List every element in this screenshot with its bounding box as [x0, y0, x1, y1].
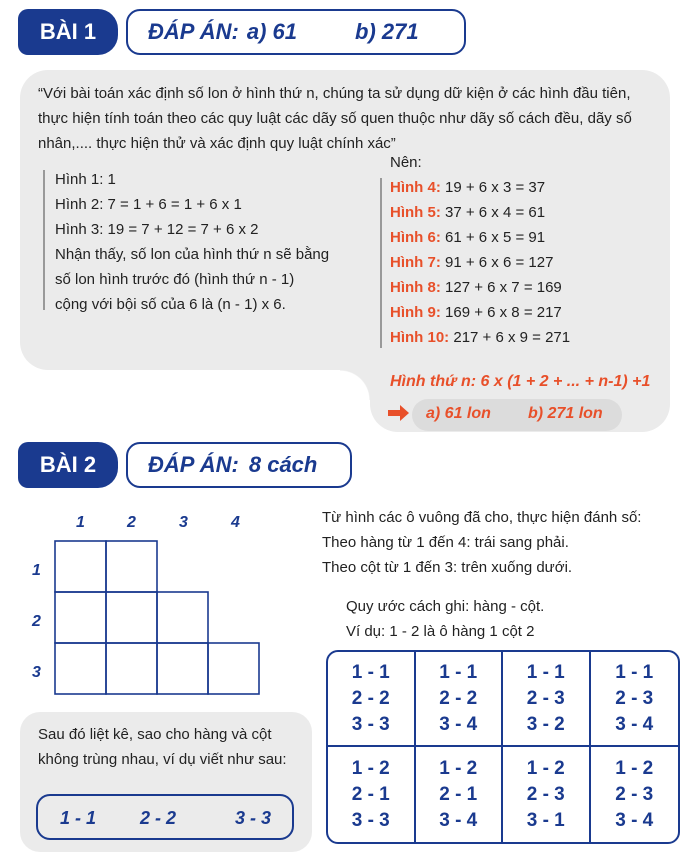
- grid-cell: [157, 643, 208, 694]
- hinh-7-label: Hình 7:: [390, 254, 441, 271]
- bai1-answer-box: [126, 9, 466, 55]
- way-entry: 2 - 1: [351, 783, 390, 805]
- way-entry: 2 - 2: [439, 687, 478, 709]
- bai1-answer-b: b) 271: [355, 19, 419, 44]
- observation-line: cộng với bội số của 6 là (n - 1) x 6.: [55, 296, 286, 313]
- hinh-10-expr: 217 + 6 x 9 = 271: [449, 329, 571, 346]
- hinh-4-label: Hình 4:: [390, 179, 441, 196]
- grid-cell: [106, 592, 157, 643]
- way-entry: 3 - 1: [526, 809, 565, 831]
- way-entry: 2 - 1: [439, 783, 478, 805]
- grid-cell: [55, 592, 106, 643]
- way-entry: 2 - 3: [615, 687, 654, 709]
- way-entry: 1 - 2: [439, 757, 478, 779]
- nen-label: Nên:: [390, 154, 422, 171]
- ways-table: [326, 650, 680, 844]
- way-cell: [416, 747, 504, 842]
- row-label: 2: [32, 613, 41, 630]
- observation-line: Nhận thấy, số lon của hình thứ n sẽ bằng: [55, 246, 330, 263]
- way-entry: 1 - 2: [526, 757, 565, 779]
- bai1-formula: Hình thứ n: 6 x (1 + 2 + ... + n-1) +1: [390, 373, 651, 390]
- hinh-7-line: [390, 250, 570, 275]
- grid-cell: [106, 541, 157, 592]
- way-entry: 2 - 3: [615, 783, 654, 805]
- way-entry: 2 - 3: [526, 687, 565, 709]
- way-entry: 3 - 4: [439, 713, 478, 735]
- note-line: không trùng nhau, ví dụ viết như sau:: [38, 751, 287, 768]
- hinh-5-expr: 37 + 6 x 4 = 61: [440, 204, 546, 221]
- hinh-6-expr: 61 + 6 x 5 = 91: [440, 229, 546, 246]
- hinh-1-line: Hình 1: 1: [55, 171, 116, 188]
- hinh-9-line: [390, 300, 570, 325]
- bai1-panel-notch-round: [340, 370, 370, 400]
- bai2-answer-value: 8 cách: [248, 452, 318, 477]
- hinh-5-line: [390, 200, 570, 225]
- example-item: 1 - 1: [60, 808, 97, 828]
- bai1-panel-notch: [340, 340, 370, 370]
- way-cell: [503, 747, 591, 842]
- bai1-right-bar: [380, 178, 382, 348]
- col-label: 4: [231, 514, 240, 531]
- arrow-right-icon: [388, 404, 410, 422]
- bai2-convention: [346, 594, 544, 644]
- way-entry: 2 - 2: [351, 687, 390, 709]
- way-cell: [591, 652, 679, 747]
- way-entry: 1 - 2: [351, 757, 390, 779]
- grid-cell: [55, 643, 106, 694]
- bai2-answer-box: [126, 442, 352, 488]
- hinh-8-label: Hình 8:: [390, 279, 441, 296]
- bai1-tag: BÀI 1: [18, 9, 118, 55]
- bai1-result-b: b) 271 lon: [528, 405, 603, 422]
- quote-line: thực hiện tính toán theo các quy luật các dãy số quen thuộc như dãy số cách đều, dãy số: [38, 110, 632, 127]
- hinh-9-expr: 169 + 6 x 8 = 217: [440, 304, 562, 321]
- bai1-answer-label: ĐÁP ÁN:: [148, 19, 239, 44]
- way-entry: 3 - 4: [615, 713, 654, 735]
- grid-cell: [208, 643, 259, 694]
- way-entry: 3 - 3: [351, 713, 390, 735]
- bai2-tag: BÀI 2: [18, 442, 118, 488]
- way-cell: [328, 747, 416, 842]
- way-cell: [591, 747, 679, 842]
- example-item: 2 - 2: [140, 808, 177, 828]
- hinh-10-label: Hình 10:: [390, 329, 450, 346]
- way-entry: 3 - 3: [351, 809, 390, 831]
- desc-line: Theo hàng từ 1 đến 4: trái sang phải.: [322, 534, 569, 551]
- hinh-4-line: [390, 175, 570, 200]
- grid-cell: [55, 541, 106, 592]
- desc-line: Từ hình các ô vuông đã cho, thực hiện đánh số:: [322, 509, 642, 526]
- way-entry: 1 - 2: [615, 757, 654, 779]
- col-label: 2: [127, 514, 136, 531]
- hinh-10-line: [390, 325, 570, 350]
- hinh-5-label: Hình 5:: [390, 204, 441, 221]
- way-entry: 1 - 1: [439, 661, 478, 683]
- convention-line: Ví dụ: 1 - 2 là ô hàng 1 cột 2: [346, 623, 535, 640]
- way-cell: [328, 652, 416, 747]
- list-note: [38, 722, 287, 772]
- way-entry: 3 - 2: [526, 713, 565, 735]
- bai1-answer-a: a) 61: [246, 19, 298, 44]
- bai1-left-text: [55, 167, 329, 317]
- hinh-3-line: Hình 3: 19 = 7 + 12 = 7 + 6 x 2: [55, 221, 259, 238]
- way-entry: 2 - 3: [526, 783, 565, 805]
- hinh-9-label: Hình 9:: [390, 304, 441, 321]
- hinh-8-expr: 127 + 6 x 7 = 169: [440, 279, 562, 296]
- way-entry: 1 - 1: [526, 661, 565, 683]
- way-cell: [416, 652, 504, 747]
- square-grid: [54, 540, 264, 696]
- way-entry: 1 - 1: [615, 661, 654, 683]
- way-entry: 3 - 4: [615, 809, 654, 831]
- grid-cell: [106, 643, 157, 694]
- col-label: 1: [76, 514, 85, 531]
- bai2-answer-label: ĐÁP ÁN:: [148, 452, 239, 477]
- grid-cell: [157, 592, 208, 643]
- note-line: Sau đó liệt kê, sao cho hàng và cột: [38, 726, 272, 743]
- hinh-7-expr: 91 + 6 x 6 = 127: [440, 254, 554, 271]
- desc-line: Theo cột từ 1 đến 3: trên xuống dưới.: [322, 559, 573, 576]
- hinh-6-line: [390, 225, 570, 250]
- observation-line: số lon hình trước đó (hình thứ n - 1): [55, 271, 295, 288]
- convention-line: Quy ước cách ghi: hàng - cột.: [346, 598, 545, 615]
- col-label: 3: [179, 514, 188, 531]
- hinh-2-line: Hình 2: 7 = 1 + 6 = 1 + 6 x 1: [55, 196, 242, 213]
- way-cell: [503, 652, 591, 747]
- bai1-result-a: a) 61 lon: [426, 405, 491, 422]
- way-entry: 3 - 4: [439, 809, 478, 831]
- hinh-4-expr: 19 + 6 x 3 = 37: [440, 179, 546, 196]
- bai1-quote: [38, 81, 668, 156]
- quote-line: “Với bài toán xác định số lon ở hình thứ n, chúng ta sử dụng dữ kiện ở các hình đầu tiên,: [38, 85, 631, 102]
- row-label: 3: [32, 664, 41, 681]
- bai1-right-text: [390, 175, 570, 350]
- quote-line: nhân,.... thực hiện thử và xác định quy luật chính xác”: [38, 135, 396, 152]
- row-label: 1: [32, 562, 41, 579]
- hinh-8-line: [390, 275, 570, 300]
- bai1-left-bar: [43, 170, 45, 310]
- way-entry: 1 - 1: [351, 661, 390, 683]
- hinh-6-label: Hình 6:: [390, 229, 441, 246]
- bai2-description: [322, 505, 641, 580]
- example-item: 3 - 3: [235, 808, 272, 828]
